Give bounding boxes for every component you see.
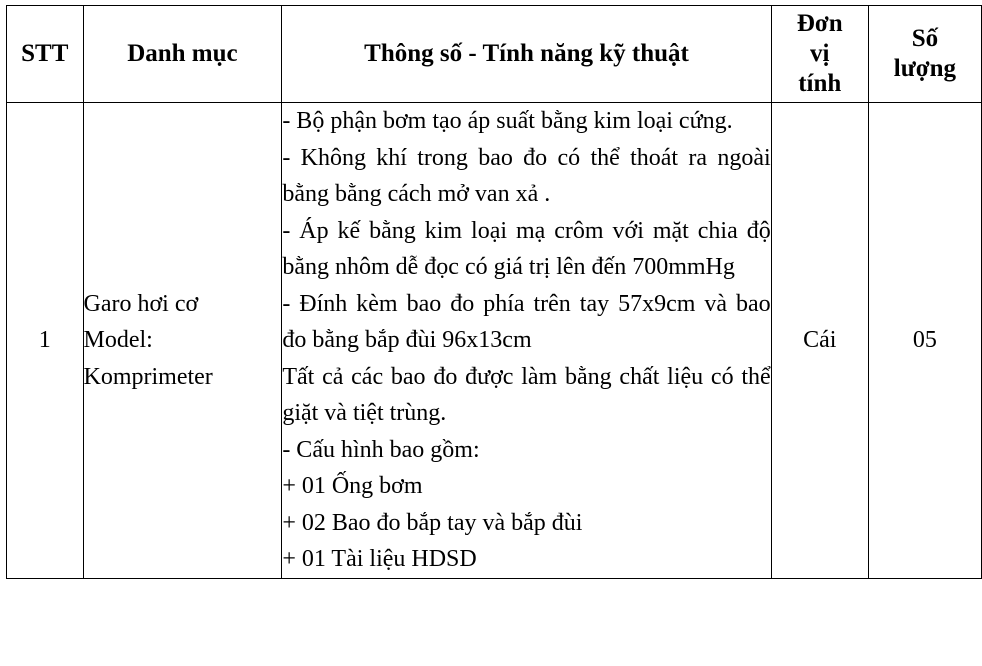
spec-item: + 01 Tài liệu HDSD (282, 546, 477, 572)
header-quantity-line: Số (911, 25, 939, 52)
row-unit: Cái (771, 103, 868, 579)
category-line: Garo hơi cơ (83, 290, 199, 317)
header-unit-line: vị (810, 40, 830, 67)
row-category (83, 103, 282, 579)
table-row (7, 103, 982, 579)
spec-item: - Không khí trong bao đo có thể thoát ra ngoài bằng bằng cách mở van xả . (282, 144, 771, 207)
header-quantity (868, 6, 981, 103)
header-category: Danh mục (83, 6, 282, 103)
category-line: Model: (83, 327, 153, 353)
spec-item: Tất cả các bao đo được làm bằng chất liệu có thể giặt và tiệt trùng. (282, 363, 771, 426)
spec-item: - Cấu hình bao gồm: (282, 436, 480, 463)
header-specs: Thông số - Tính năng kỹ thuật (282, 6, 771, 103)
category-line: Komprimeter (83, 363, 213, 390)
header-quantity-line: lượng (893, 55, 956, 82)
header-unit-line: Đơn (796, 10, 843, 37)
header-unit-line: tính (798, 70, 842, 97)
spec-item: + 02 Bao đo bắp tay và bắp đùi (282, 509, 583, 536)
row-quantity: 05 (868, 103, 981, 579)
header-unit (771, 6, 868, 103)
spec-item: - Đính kèm bao đo phía trên tay 57x9cm và bao đo bằng bắp đùi 96x13cm (282, 290, 771, 353)
row-stt: 1 (7, 103, 84, 579)
table-header-row (7, 6, 982, 103)
equipment-spec-table (6, 5, 982, 579)
header-stt: STT (7, 6, 84, 103)
spec-item: + 01 Ống bơm (282, 473, 423, 499)
spec-item: - Bộ phận bơm tạo áp suất bằng kim loại cứng. (282, 108, 733, 134)
spec-item: - Áp kế bằng kim loại mạ crôm với mặt chia độ bằng nhôm dễ đọc có giá trị lên đến 700mmHg (282, 217, 771, 280)
row-specs (282, 103, 771, 579)
